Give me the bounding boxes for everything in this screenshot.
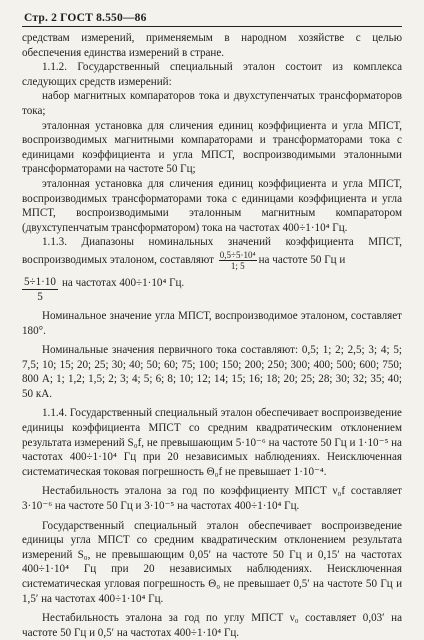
paragraph-nominal-angle: Номинальное значение угла МПСТ, воспроизводимое эталоном, составляет 180°. [22, 309, 402, 337]
fraction-denominator: 1; 5 [230, 260, 245, 271]
range-fraction-50hz [219, 250, 257, 271]
paragraph-coefficient-instability: Нестабильность эталона за год по коэффициенту МПСТ ν₀f составляет 3·10⁻⁶ на частоте 50 Гц и 3·10⁻⁵ на частотах 400÷1·10⁴ Гц. [22, 485, 402, 513]
document-body [22, 31, 402, 640]
paragraph-1-1-4: 1.1.4. Государственный специальный эталон обеспечивает воспроизведение единицы коэффициента МПСТ со средним квадратическим отклонением результата измерений S₀f, не превышающим 5·10⁻⁶ на частоте 50 Гц и 1·10⁻⁵ на частотах 400÷1·10⁴ Гц при 20 независимых наблюдениях. Неисключенная систематическая токовая погрешность Θ₀f не превышает 1·10⁻⁴. [22, 407, 402, 478]
page-header: Стр. 2 ГОСТ 8.550—86 [24, 12, 147, 24]
paragraph-1-1-3 [22, 235, 402, 271]
paragraph-1-1-2: 1.1.2. Государственный специальный эталон состоит из комплекса следующих средств измерений: [22, 61, 402, 88]
range-text-a: 1.1.3. Диапазоны номинальных значений коэффициента МПСТ, воспроизводимых эталоном, составляют [22, 236, 402, 266]
paragraph-installation-400hz: эталонная установка для сличения единиц коэффициента и угла МПСТ, воспроизводимых трансформаторами тока с единицами коэффициента и угла МПСТ, воспроизводимыми эталонным магнитным компаратором (двухступенчатым трансформатором) тока на частотах 400÷1·10⁴ Гц. [22, 177, 402, 234]
fraction-numerator: 5÷1·10 [24, 275, 56, 288]
paragraph-angle-instability: Нестабильность эталона за год по углу МПСТ ν₀ составляет 0,03′ на частоте 50 Гц и 0,5′ на частотах 400÷1·10⁴ Гц. [22, 612, 402, 639]
range-fraction-400hz [22, 276, 58, 304]
paragraph-continuation: средствам измерений, применяемым в народном хозяйстве с целью обеспечения единства измерений в стране. [22, 32, 402, 59]
paragraph-primary-currents: Номинальные значения первичного тока составляют: 0,5; 1; 2; 2,5; 3; 4; 5; 7,5; 10; 15; 20; 25; 30; 40; 50; 60; 75; 100; 150; 200; 250; 300; 400; 500; 600; 750; 800 А; 1; 1,2; 1,5; 2; 3; 4; 5; 6; 8; 10; 12; 14; 15; 16; 18; 20; 25; 28; 30; 32; 35; 40; 50 кА. [22, 344, 402, 400]
paragraph-installation-50hz: эталонная установка для сличения единиц коэффициента и угла МПСТ, воспроизводимых магнитными компараторами и трансформаторами тока с единицами коэффициента и угла МПСТ, воспроизводимыми эталонными трансформаторами на частоте 50 Гц; [22, 119, 402, 176]
paragraph-comparator-set: набор магнитных компараторов тока и двухступенчатых трансформаторов тока; [22, 90, 402, 117]
fraction-denominator: 5 [37, 290, 43, 303]
paragraph-angle-reproduction: Государственный специальный эталон обеспечивает воспроизведение единицы угла МПСТ со средним квадратическим отклонением результата измерений S₀, не превышающим 0,05′ на частоте 50 Гц и 0,15′ на частотах 400÷1·10⁴ Гц при 20 независимых наблюдениях. Неисключенная систематическая угловая погрешность Θ₀ не превышает 0,5′ на частоте 50 Гц и 1,5′ на частотах 400÷1·10⁴ Гц. [22, 519, 402, 605]
range-text-b: на частоте 50 Гц и [258, 253, 346, 266]
paragraph-range-400hz [22, 276, 402, 304]
header-rule [22, 26, 402, 27]
range-text-c: на частотах 400÷1·10⁴ Гц. [61, 276, 185, 289]
fraction-numerator: 0,5÷5·10⁴ [219, 249, 256, 260]
